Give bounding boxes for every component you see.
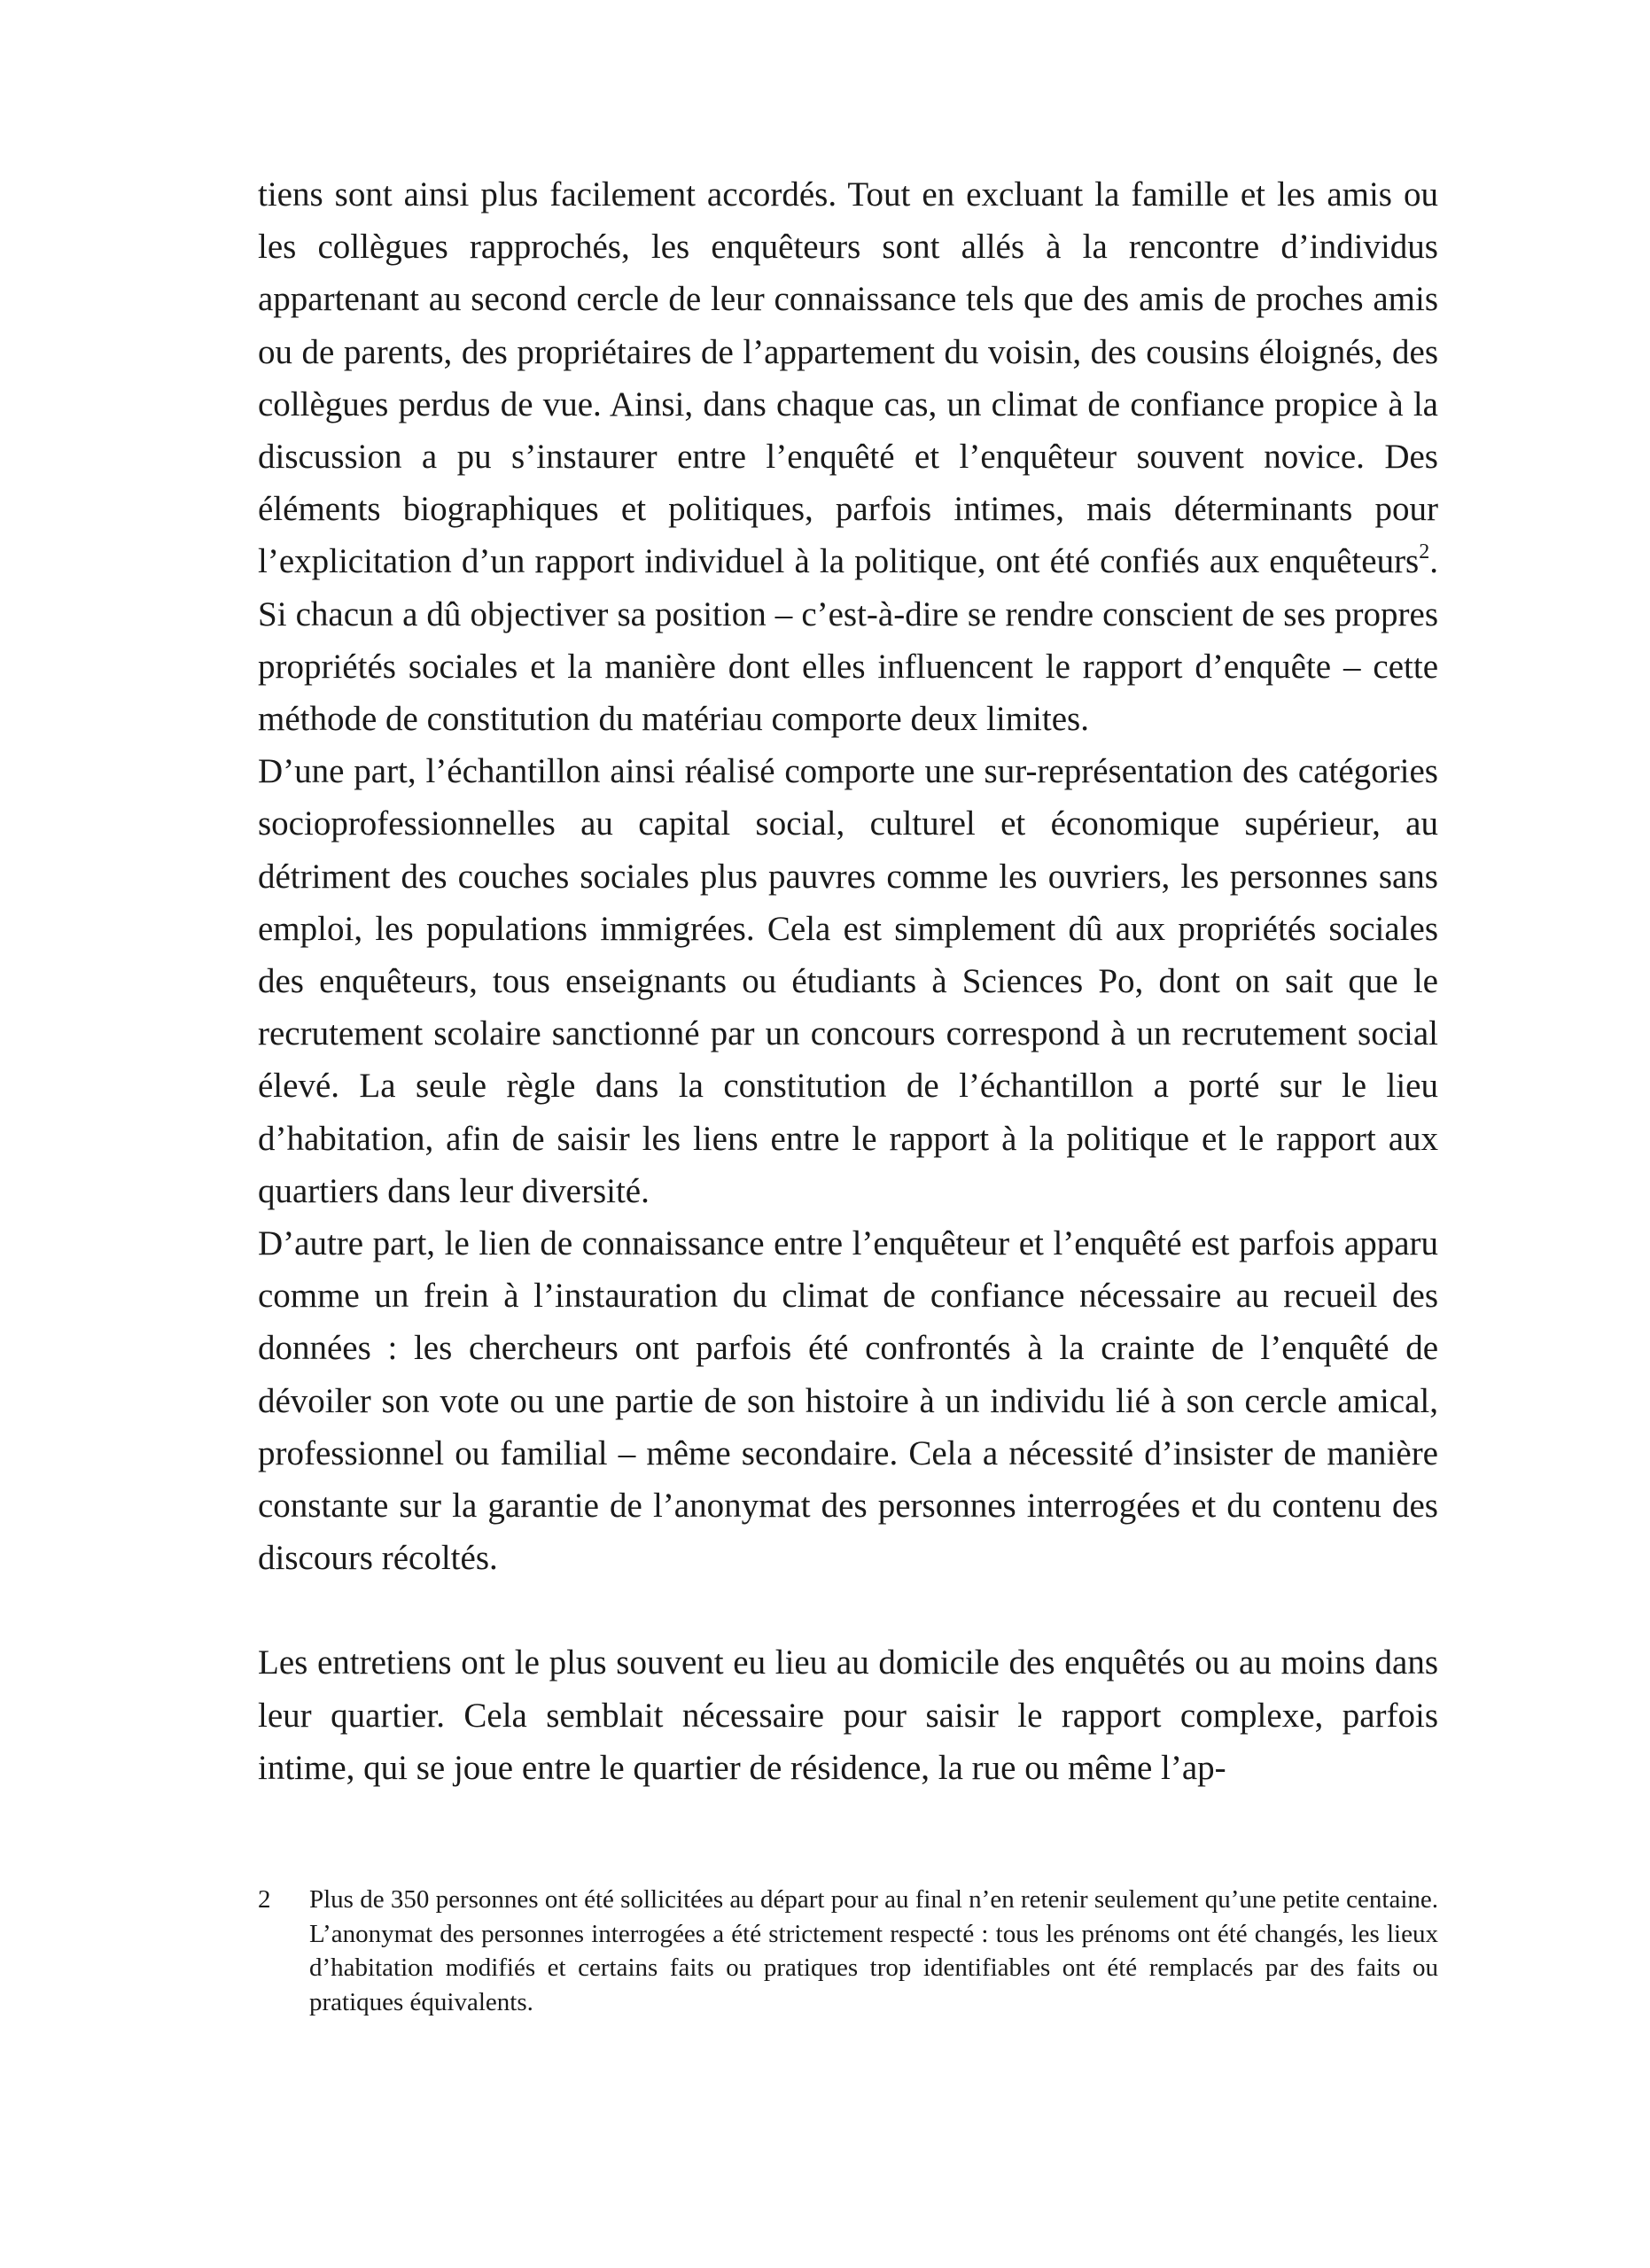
paragraph-second-limit: D’autre part, le lien de connaissance entre l’enquêteur et l’enquêté est parfois apparu comme un frein à l’instauration du climat de confiance nécessaire au recueil des données : les chercheurs ont parfois été confrontés à la crainte de l’enquêté de dévoiler son vote ou une partie de son histoire à un individu lié à son cercle amical, professionnel ou familial – même secondaire. Cela a nécessité d’insister de manière constante sur la garantie de l’anonymat des personnes interrogées et du contenu des discours récoltés. <box>258 1224 1438 1578</box>
footnote-number: 2 <box>258 1885 271 1914</box>
paragraph-continued <box>258 168 1438 745</box>
footnote-reference[interactable]: 2 <box>1419 540 1430 564</box>
paragraph-text: . Si chacun a dû objectiver sa position – c’est-à-dire se rendre conscient de ses propres propriétés sociales et la manière dont elles influencent le rapport d’enquête – cette méthode de constitution du matériau comporte deux limites. <box>258 542 1438 739</box>
paragraph-first-limit: D’une part, l’échantillon ainsi réalisé comporte une sur-représentation des catégories socioprofessionnelles au capital social, culturel et économique supérieur, au détriment des couches sociales plus pauvres comme les ouvriers, les personnes sans emploi, les populations immigrées. Cela est simplement dû aux propriétés sociales des enquêteurs, tous enseignants ou étudiants à Sciences Po, dont on sait que le recrutement scolaire sanctionné par un concours correspond à un recrutement social élevé. La seule règle dans la constitution de l’échantillon a porté sur le lieu d’habitation, afin de saisir les liens entre le rapport à la politique et le rapport aux quartiers dans leur diversité. <box>258 752 1438 1210</box>
main-text <box>258 168 1438 1794</box>
footnote <box>258 1883 1438 2019</box>
paragraph-text: tiens sont ainsi plus facilement accordés. Tout en excluant la famille et les amis ou les collègues rapprochés, les enquêteurs sont allés à la rencontre d’individus appartenant au second cercle de leur connaissance tels que des amis de proches amis ou de parents, des propriétaires de l’appartement du voisin, des cousins éloignés, des collègues perdus de vue. Ainsi, dans chaque cas, un climat de confiance propice à la discussion a pu s’instaurer entre l’enquêté et l’enquêteur souvent novice. Des éléments biographiques et politiques, parfois intimes, mais déterminants pour l’explicitation d’un rapport individuel à la politique, ont été confiés aux enquêteurs <box>258 175 1438 581</box>
paragraph-interviews: Les entretiens ont le plus souvent eu lieu au domicile des enquêtés ou au moins dans leur quartier. Cela semblait nécessaire pour saisir le rapport complexe, parfois intime, qui se joue entre le quartier de résidence, la rue ou même l’ap- <box>258 1643 1438 1787</box>
footnote-text: Plus de 350 personnes ont été sollicitées au départ pour au final n’en retenir seulement qu’une petite centaine. L’anonymat des personnes interrogées a été strictement respecté : tous les prénoms ont été changés, les lieux d’habitation modifiés et certains faits ou pratiques trop identifiables ont été remplacés par des faits ou pratiques équivalents. <box>309 1885 1438 2016</box>
